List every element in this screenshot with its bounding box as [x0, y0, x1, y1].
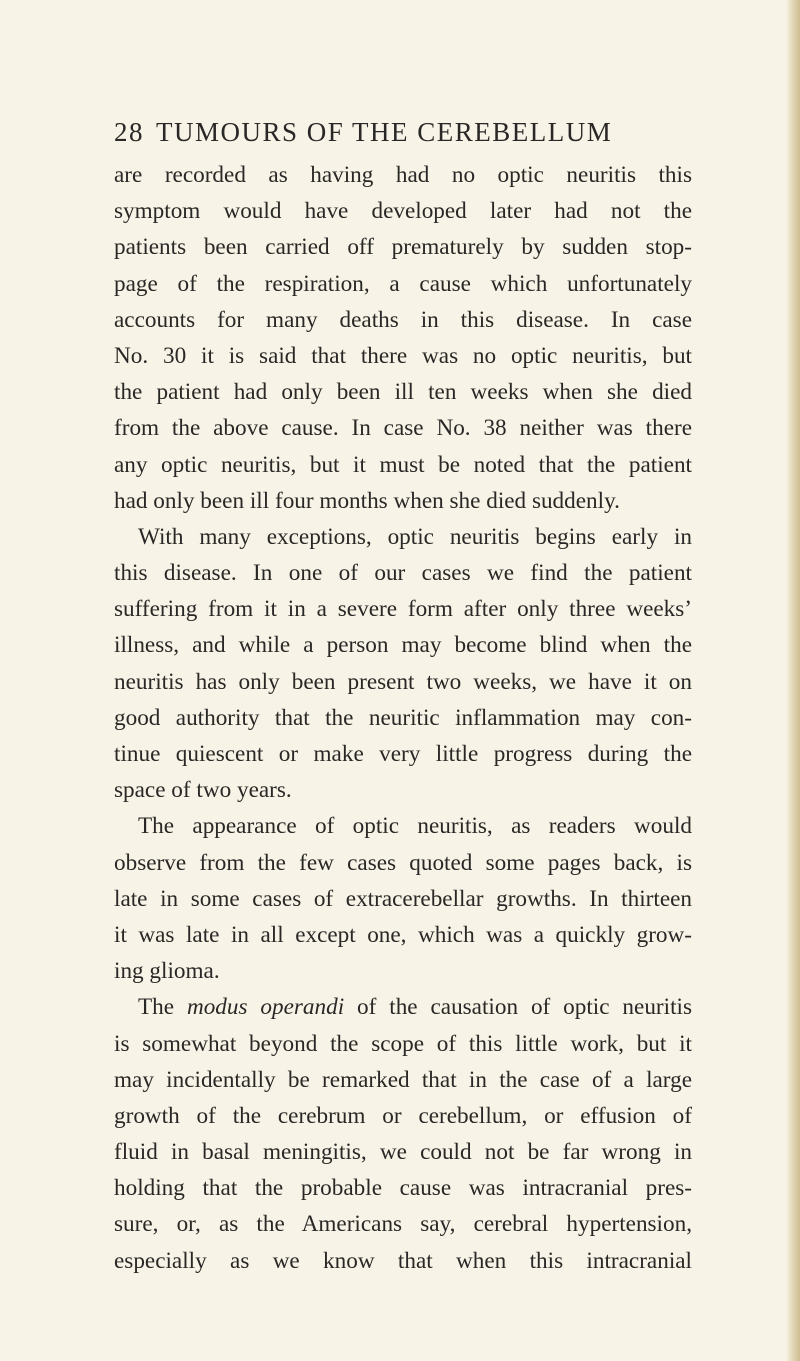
italic-phrase: modus operandi	[186, 994, 345, 1021]
text-line: late in some cases of extracerebellar growths. In thirteen	[114, 885, 692, 912]
text-line	[114, 989, 692, 1025]
running-head	[114, 112, 694, 152]
text-line: observe from the few cases quoted some pages back, is	[114, 849, 692, 876]
text-line: had only been ill four months when she died suddenly.	[114, 487, 620, 514]
page-edge-shadow	[786, 0, 800, 1361]
text-line: The appearance of optic neuritis, as readers would	[138, 813, 692, 840]
text-line: fluid in basal meningitis, we could not be far wrong in	[114, 1139, 692, 1166]
body-text	[114, 157, 692, 1279]
text-line: space of two years.	[114, 777, 292, 804]
text-line: especially as we know that when this intracranial	[114, 1247, 692, 1274]
text-line: growth of the cerebrum or cerebellum, or effusion of	[114, 1102, 692, 1129]
text-line: any optic neuritis, but it must be noted that the patient	[114, 451, 692, 478]
text-line: sure, or, as the Americans say, cerebral hypertension,	[114, 1211, 692, 1238]
text-run: The	[138, 994, 187, 1021]
text-line: symptom would have developed later had not the	[114, 198, 692, 225]
text-run: of the causation of optic neuritis	[344, 994, 692, 1021]
text-line: With many exceptions, optic neuritis begins early in	[138, 523, 692, 550]
text-line: neuritis has only been present two weeks, we have it on	[114, 668, 692, 695]
text-line: this disease. In one of our cases we find the patient	[114, 560, 692, 587]
text-line: page of the respiration, a cause which unfortunately	[114, 270, 692, 297]
text-line: the patient had only been ill ten weeks when she died	[114, 379, 692, 406]
text-line: it was late in all except one, which was a quickly grow-	[114, 921, 692, 948]
text-line: tinue quiescent or make very little progress during the	[114, 741, 692, 767]
text-line: ing glioma.	[114, 958, 220, 985]
text-line: illness, and while a person may become blind when the	[114, 632, 692, 659]
text-line: suffering from it in a severe form after only three weeks’	[114, 596, 692, 623]
text-line: accounts for many deaths in this disease. In case	[114, 306, 692, 333]
text-line: may incidentally be remarked that in the case of a large	[114, 1066, 692, 1093]
text-line: No. 30 it is said that there was no optic neuritis, but	[114, 342, 692, 369]
text-line: from the above cause. In case No. 38 neither was there	[114, 415, 692, 442]
text-line: patients been carried off prematurely by sudden stop-	[114, 234, 692, 261]
text-line: good authority that the neuritic inflammation may con-	[114, 704, 692, 731]
page-title: TUMOURS OF THE CEREBELLUM	[156, 117, 613, 147]
text-line: are recorded as having had no optic neuritis this	[114, 162, 692, 188]
text-line: holding that the probable cause was intracranial pres-	[114, 1175, 692, 1202]
page-number: 28	[114, 117, 144, 147]
text-line: is somewhat beyond the scope of this little work, but it	[114, 1030, 692, 1057]
